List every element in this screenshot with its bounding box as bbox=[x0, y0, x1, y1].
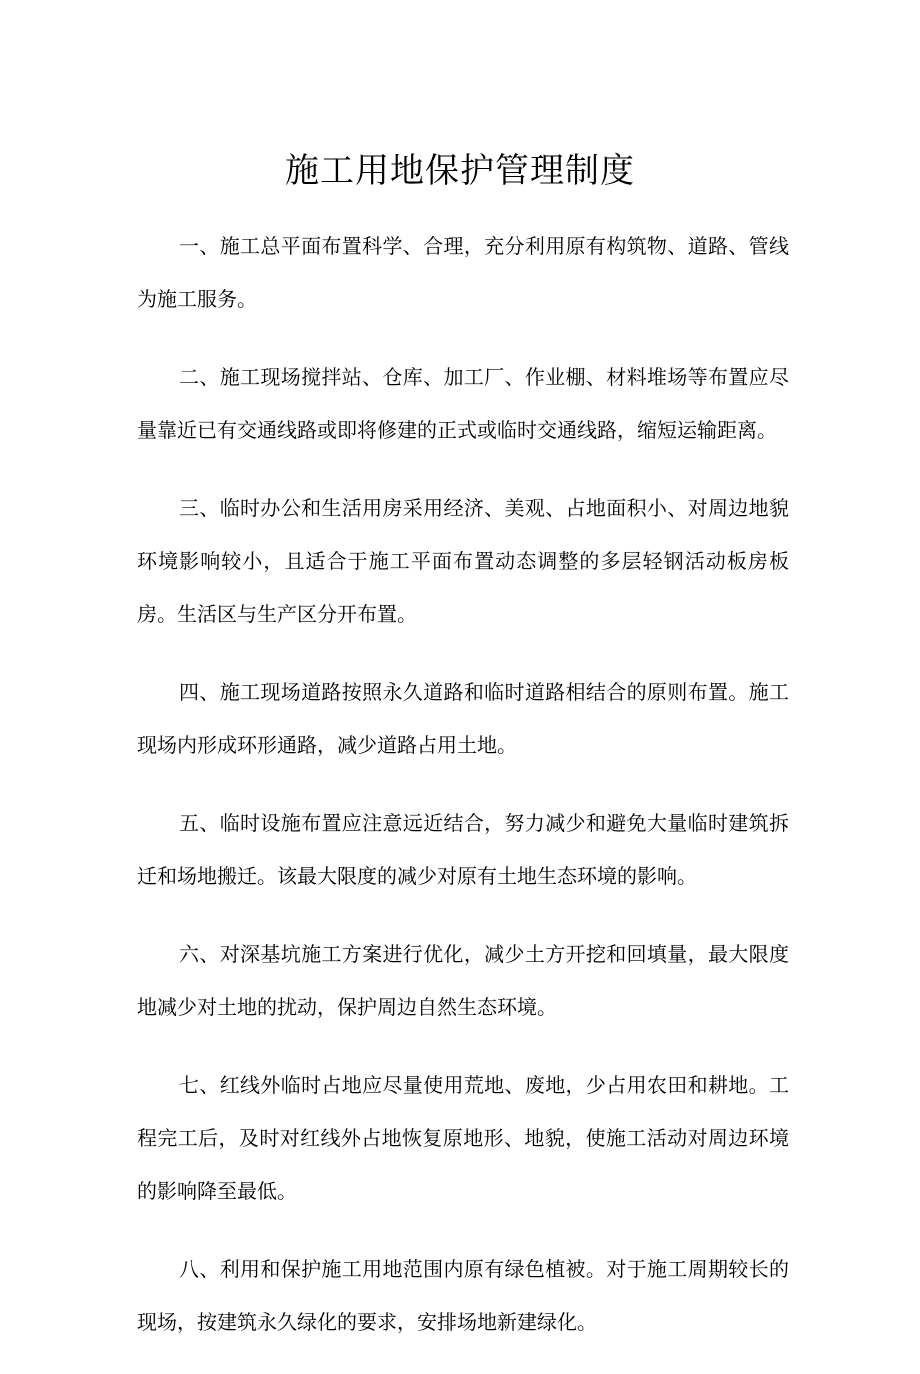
paragraph-1: 一、施工总平面布置科学、合理，充分利用原有构筑物、道路、管线为施工服务。 bbox=[137, 234, 789, 311]
paragraph-6: 六、对深基坑施工方案进行优化，减少土方开挖和回填量，最大限度地减少对土地的扰动，保护周边自然生态环境。 bbox=[137, 942, 789, 1019]
paragraph-2: 二、施工现场搅拌站、仓库、加工厂、作业棚、材料堆场等布置应尽量靠近已有交通线路或即将修建的正式或临时交通线路，缩短运输距离。 bbox=[137, 365, 789, 442]
paragraph-5: 五、临时设施布置应注意远近结合，努力减少和避免大量临时建筑拆迁和场地搬迁。该最大限度的减少对原有土地生态环境的影响。 bbox=[137, 811, 789, 888]
paragraph-3: 三、临时办公和生活用房采用经济、美观、占地面积小、对周边地貌环境影响较小，且适合于施工平面布置动态调整的多层轻钢活动板房板房。生活区与生产区分开布置。 bbox=[137, 496, 789, 626]
document-title: 施工用地保护管理制度 bbox=[285, 151, 635, 191]
document-body bbox=[137, 220, 789, 1374]
paragraph-4: 四、施工现场道路按照永久道路和临时道路相结合的原则布置。施工现场内形成环形通路，减少道路占用土地。 bbox=[137, 680, 789, 757]
paragraph-7: 七、红线外临时占地应尽量使用荒地、废地，少占用农田和耕地。工程完工后，及时对红线外占地恢复原地形、地貌，使施工活动对周边环境的影响降至最低。 bbox=[137, 1073, 789, 1203]
paragraph-8: 八、利用和保护施工用地范围内原有绿色植被。对于施工周期较长的现场，按建筑永久绿化的要求，安排场地新建绿化。 bbox=[137, 1257, 789, 1334]
